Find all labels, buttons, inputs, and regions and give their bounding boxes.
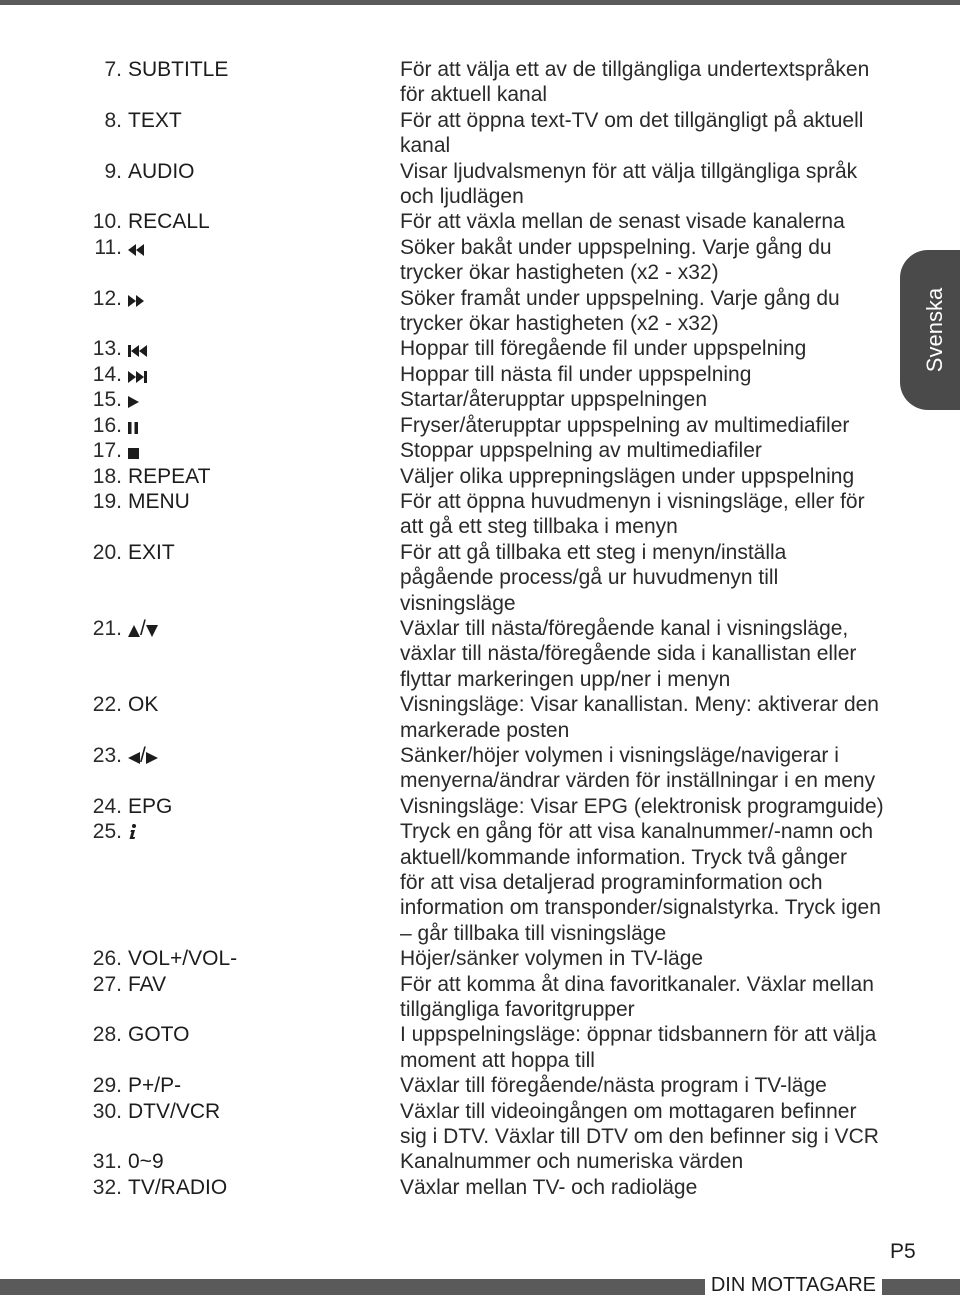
item-description [400, 1022, 888, 1073]
item-description [400, 235, 888, 286]
item-description [400, 286, 888, 337]
description-line: menyerna/ändrar värden för inställningar i en meny [400, 769, 876, 793]
list-item [0, 336, 960, 361]
description-line: Visar ljudvalsmenyn för att välja tillgängliga språk [400, 159, 858, 183]
description-line: Växlar mellan TV- och radioläge [400, 1175, 698, 1199]
description-line: Söker bakåt under uppspelning. Varje gång du [400, 235, 832, 259]
description-line: moment att hoppa till [400, 1048, 595, 1072]
item-key [128, 616, 388, 641]
item-key: TEXT [128, 108, 182, 132]
item-description [400, 1073, 888, 1098]
item-description [400, 387, 888, 412]
description-line: Söker framåt under uppspelning. Varje gång du [400, 286, 840, 310]
item-description [400, 1149, 888, 1174]
item-key [128, 235, 388, 260]
fast-forward-icon [128, 287, 144, 310]
item-number: 27. [92, 972, 122, 996]
description-line: För att gå tillbaka ett steg i menyn/inställa [400, 540, 787, 564]
description-line: sig i DTV. Växlar till DTV om den befinner sig i VCR [400, 1125, 879, 1149]
item-key [128, 413, 388, 438]
list-item [0, 108, 960, 159]
item-description [400, 464, 888, 489]
description-line: Hoppar till föregående fil under uppspelning [400, 337, 807, 361]
description-line: Tryck en gång för att visa kanalnummer/-namn och [400, 820, 874, 844]
description-line: och ljudlägen [400, 185, 524, 209]
item-key: TV/RADIO [128, 1175, 228, 1199]
list-item [0, 540, 960, 616]
item-key: FAV [128, 972, 167, 996]
right-arrow-icon [146, 744, 158, 767]
description-line: Startar/återupptar uppspelningen [400, 388, 708, 412]
description-line: För att välja ett av de tillgängliga undertextspråken [400, 58, 870, 81]
item-number: 11. [94, 235, 122, 259]
item-description [400, 819, 888, 946]
item-description [400, 794, 888, 819]
item-key: RECALL [128, 210, 210, 234]
top-rule [0, 0, 960, 5]
description-line: Sänker/höjer volymen i visningsläge/navigerar i [400, 743, 839, 767]
list-item [0, 1073, 960, 1098]
item-number: 23. [92, 743, 122, 767]
list-item [0, 235, 960, 286]
skip-previous-icon [128, 337, 148, 360]
description-line: Fryser/återupptar uppspelning av multimediafiler [400, 413, 850, 437]
item-number: 17. [92, 439, 122, 463]
item-description [400, 946, 888, 971]
item-number: 20. [92, 540, 122, 564]
item-key [128, 438, 388, 463]
item-number: 14. [92, 362, 122, 386]
list-item [0, 413, 960, 438]
item-number: 30. [92, 1099, 122, 1123]
item-number: 24. [92, 794, 122, 818]
item-number: 29. [92, 1074, 122, 1098]
page-number: P5 [890, 1240, 916, 1263]
skip-next-icon [128, 363, 148, 386]
item-number: 12. [92, 286, 122, 310]
list-item [0, 946, 960, 971]
description-line: flyttar markeringen upp/ner i menyn [400, 667, 731, 691]
key-separator: / [140, 616, 146, 640]
item-number: 9. [104, 159, 122, 183]
description-line: Växlar till föregående/nästa program i TV-läge [400, 1074, 827, 1098]
description-line: trycker ökar hastigheten (x2 - x32) [400, 312, 719, 336]
item-number: 28. [92, 1023, 122, 1047]
description-line: För att växla mellan de senast visade kanalerna [400, 210, 845, 234]
footer-label: DIN MOTTAGARE [705, 1273, 882, 1295]
item-number: 21. [92, 616, 122, 640]
description-line: markerade posten [400, 718, 570, 742]
list-item [0, 972, 960, 1023]
pause-icon [128, 414, 138, 437]
item-description [400, 159, 888, 210]
description-line: information om transponder/signalstyrka. Tryck igen [400, 896, 881, 920]
item-description [400, 972, 888, 1023]
item-description [400, 438, 888, 463]
item-description [400, 108, 888, 159]
item-key: SUBTITLE [128, 58, 229, 81]
item-description [400, 413, 888, 438]
item-number: 25. [92, 820, 122, 844]
item-key [128, 362, 388, 387]
description-line: Visningsläge: Visar EPG (elektronisk programguide) [400, 794, 884, 818]
list-item [0, 57, 960, 108]
item-description [400, 489, 888, 540]
item-number: 22. [92, 693, 122, 717]
description-line: Visningsläge: Visar kanallistan. Meny: aktiverar den [400, 693, 879, 717]
stop-icon [128, 439, 139, 462]
item-description [400, 616, 888, 692]
description-line: Hoppar till nästa fil under uppspelning [400, 362, 752, 386]
item-key [128, 387, 388, 412]
item-number: 7. [104, 58, 122, 81]
item-key: EXIT [128, 540, 175, 564]
item-key [128, 819, 388, 844]
list-item [0, 362, 960, 387]
item-number: 15. [92, 388, 122, 412]
item-description [400, 692, 888, 743]
list-item [0, 1099, 960, 1150]
list-item [0, 489, 960, 540]
down-arrow-icon [146, 617, 158, 640]
item-description [400, 540, 888, 616]
key-separator: / [140, 743, 146, 767]
item-description [400, 362, 888, 387]
item-key: VOL+/VOL- [128, 947, 238, 971]
description-line: Kanalnummer och numeriska värden [400, 1150, 744, 1174]
language-tab [900, 250, 960, 410]
left-arrow-icon [128, 744, 140, 767]
item-number: 10. [92, 210, 122, 234]
item-number: 31. [92, 1150, 122, 1174]
list-item [0, 692, 960, 743]
description-line: – går tillbaka till visningsläge [400, 921, 667, 945]
item-key [128, 743, 388, 768]
item-number: 18. [92, 464, 122, 488]
item-description [400, 209, 888, 234]
description-line: Stoppar uppspelning av multimediafiler [400, 439, 762, 463]
item-number: 19. [92, 489, 122, 513]
play-icon [128, 388, 139, 411]
info-icon [128, 820, 138, 843]
description-line: Växlar till videoingången om mottagaren befinner [400, 1099, 857, 1123]
remote-key-list [0, 57, 960, 1200]
item-key: 0~9 [128, 1150, 164, 1174]
item-key [128, 286, 388, 311]
item-key: MENU [128, 489, 190, 513]
list-item [0, 1175, 960, 1200]
item-key [128, 336, 388, 361]
description-line: för aktuell kanal [400, 83, 548, 107]
list-item [0, 438, 960, 463]
item-key: GOTO [128, 1023, 190, 1047]
description-line: Höjer/sänker volymen in TV-läge [400, 947, 704, 971]
description-line: För att öppna text-TV om det tillgängligt på aktuell [400, 108, 864, 132]
list-item [0, 209, 960, 234]
list-item [0, 1022, 960, 1073]
list-item [0, 819, 960, 946]
item-description [400, 1099, 888, 1150]
description-line: tillgängliga favoritgrupper [400, 998, 635, 1022]
list-item [0, 464, 960, 489]
item-key: P+/P- [128, 1074, 182, 1098]
description-line: pågående process/gå ur huvudmenyn till [400, 566, 779, 590]
item-key: OK [128, 693, 159, 717]
item-key: EPG [128, 794, 173, 818]
list-item [0, 1149, 960, 1174]
list-item [0, 387, 960, 412]
item-key: AUDIO [128, 159, 195, 183]
description-line: Växlar till nästa/föregående kanal i visningsläge, [400, 616, 849, 640]
description-line: aktuell/kommande information. Tryck två gånger [400, 845, 848, 869]
description-line: visningsläge [400, 591, 516, 615]
item-key: REPEAT [128, 464, 211, 488]
item-number: 16. [92, 413, 122, 437]
up-arrow-icon [128, 617, 140, 640]
description-line: Väljer olika upprepningslägen under uppspelning [400, 464, 855, 488]
item-description [400, 336, 888, 361]
item-description [400, 1175, 888, 1200]
list-item [0, 286, 960, 337]
description-line: växlar till nästa/föregående sida i kanallistan eller [400, 642, 857, 666]
rewind-icon [128, 236, 144, 259]
list-item [0, 159, 960, 210]
description-line: att gå ett steg tillbaka i menyn [400, 515, 678, 539]
language-tab-label: Svenska [922, 287, 947, 373]
item-number: 13. [92, 337, 122, 361]
item-description [400, 743, 888, 794]
item-key: DTV/VCR [128, 1099, 221, 1123]
description-line: kanal [400, 134, 451, 158]
description-line: För att öppna huvudmenyn i visningsläge, eller för [400, 489, 865, 513]
list-item [0, 616, 960, 692]
description-line: I uppspelningsläge: öppnar tidsbannern för att välja [400, 1023, 877, 1047]
item-description [400, 57, 888, 108]
item-number: 26. [92, 947, 122, 971]
description-line: för att visa detaljerad programinformation och [400, 871, 823, 894]
item-number: 32. [92, 1175, 122, 1199]
list-item [0, 794, 960, 819]
description-line: För att komma åt dina favoritkanaler. Växlar mellan [400, 972, 874, 996]
description-line: trycker ökar hastigheten (x2 - x32) [400, 261, 719, 285]
item-number: 8. [104, 108, 122, 132]
list-item [0, 743, 960, 794]
